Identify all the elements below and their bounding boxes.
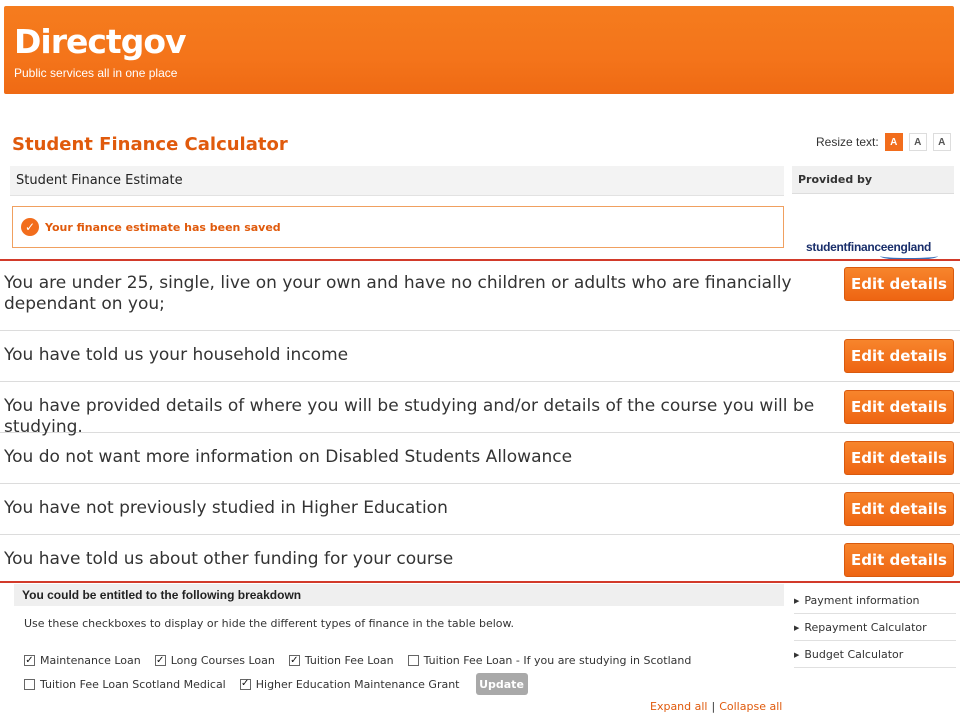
checkbox-checked-icon[interactable]: ✓	[156, 654, 165, 666]
sidebar-link-repayment-calculator[interactable]	[794, 615, 956, 641]
tuition-fee-loan-checkbox[interactable]	[289, 654, 394, 667]
edit-details-button[interactable]: Edit details	[844, 543, 954, 577]
checkbox-label: Maintenance Loan	[40, 654, 141, 667]
sidebar-link-budget-calculator[interactable]	[794, 642, 956, 668]
resize-label: Resize text:	[816, 135, 879, 149]
directgov-logo[interactable]: Directgov	[14, 22, 186, 61]
detail-row	[0, 331, 960, 382]
detail-row	[0, 484, 960, 535]
arrow-right-icon: ▶	[794, 650, 800, 659]
estimate-heading: Student Finance Estimate	[10, 166, 784, 196]
resize-small-button[interactable]: A	[885, 133, 903, 151]
link-separator: |	[711, 700, 716, 713]
collapse-all-link[interactable]: Collapse all	[719, 700, 783, 713]
saved-notice	[12, 206, 784, 248]
saved-message: Your finance estimate has been saved	[45, 220, 281, 234]
detail-text: You have provided details of where you will be studying and/or details of the course you will be studying.	[4, 396, 815, 437]
tuition-fee-loan-scotland-checkbox[interactable]	[408, 654, 692, 667]
sidebar-link-label: Payment information	[804, 594, 920, 607]
page-title: Student Finance Calculator	[12, 134, 288, 155]
checkbox-checked-icon[interactable]: ✓	[241, 678, 250, 689]
edit-details-button[interactable]: Edit details	[844, 492, 954, 526]
checkbox-unchecked-icon[interactable]	[24, 679, 35, 690]
sidebar-link-label: Repayment Calculator	[804, 621, 927, 634]
detail-text: You have not previously studied in Higher Education	[4, 498, 448, 518]
edit-details-button[interactable]: Edit details	[844, 267, 954, 301]
detail-text: You are under 25, single, live on your own and have no children or adults who are financially dependant on you;	[4, 273, 792, 314]
checkbox-label: Tuition Fee Loan - If you are studying in Scotland	[423, 654, 692, 667]
provided-by-heading: Provided by	[792, 166, 954, 194]
detail-row	[0, 382, 960, 437]
checkbox-label: Long Courses Loan	[170, 654, 275, 667]
checkbox-label: Tuition Fee Loan Scotland Medical	[40, 677, 226, 691]
student-finance-england-logo[interactable]: studentfinanceengland	[806, 240, 932, 254]
checkbox-label: Higher Education Maintenance Grant	[255, 677, 460, 691]
maintenance-grant-checkbox[interactable]	[240, 678, 460, 691]
sidebar-link-label: Budget Calculator	[804, 648, 904, 661]
arrow-right-icon: ▶	[794, 623, 800, 632]
breakdown-heading: You could be entitled to the following breakdown	[14, 584, 784, 606]
edit-details-button[interactable]: Edit details	[844, 339, 954, 373]
checkbox-row-1	[24, 654, 705, 667]
maintenance-loan-checkbox[interactable]	[24, 654, 141, 667]
check-icon: ✓	[21, 218, 39, 236]
checkbox-row-2	[24, 673, 528, 695]
update-button[interactable]: Update	[476, 673, 528, 695]
edit-details-button[interactable]: Edit details	[844, 441, 954, 475]
detail-text: You do not want more information on Disabled Students Allowance	[4, 447, 573, 467]
detail-text: You have told us about other funding for your course	[4, 549, 454, 569]
checkbox-unchecked-icon[interactable]	[408, 655, 419, 666]
sidebar-link-payment-information[interactable]	[794, 588, 956, 614]
tuition-fee-loan-scotland-medical-checkbox[interactable]	[24, 678, 226, 691]
expand-collapse-links	[650, 700, 782, 713]
long-courses-loan-checkbox[interactable]	[155, 654, 275, 667]
resize-large-button[interactable]: A	[933, 133, 951, 151]
detail-row	[0, 433, 960, 484]
header-tagline: Public services all in one place	[14, 66, 178, 80]
header-banner	[4, 6, 954, 94]
checkbox-label: Tuition Fee Loan	[304, 654, 394, 667]
breakdown-intro: Use these checkboxes to display or hide the different types of finance in the table below.	[24, 617, 514, 630]
resize-text-control	[816, 133, 951, 151]
detail-text: You have told us your household income	[4, 345, 349, 365]
expand-all-link[interactable]: Expand all	[650, 700, 708, 713]
arrow-right-icon: ▶	[794, 596, 800, 605]
checkbox-checked-icon[interactable]: ✓	[290, 654, 299, 666]
edit-details-button[interactable]: Edit details	[844, 390, 954, 424]
checkbox-checked-icon[interactable]: ✓	[25, 654, 34, 666]
resize-medium-button[interactable]: A	[909, 133, 927, 151]
detail-row	[0, 261, 960, 331]
detail-row	[0, 535, 960, 583]
details-summary-panel	[0, 259, 960, 583]
